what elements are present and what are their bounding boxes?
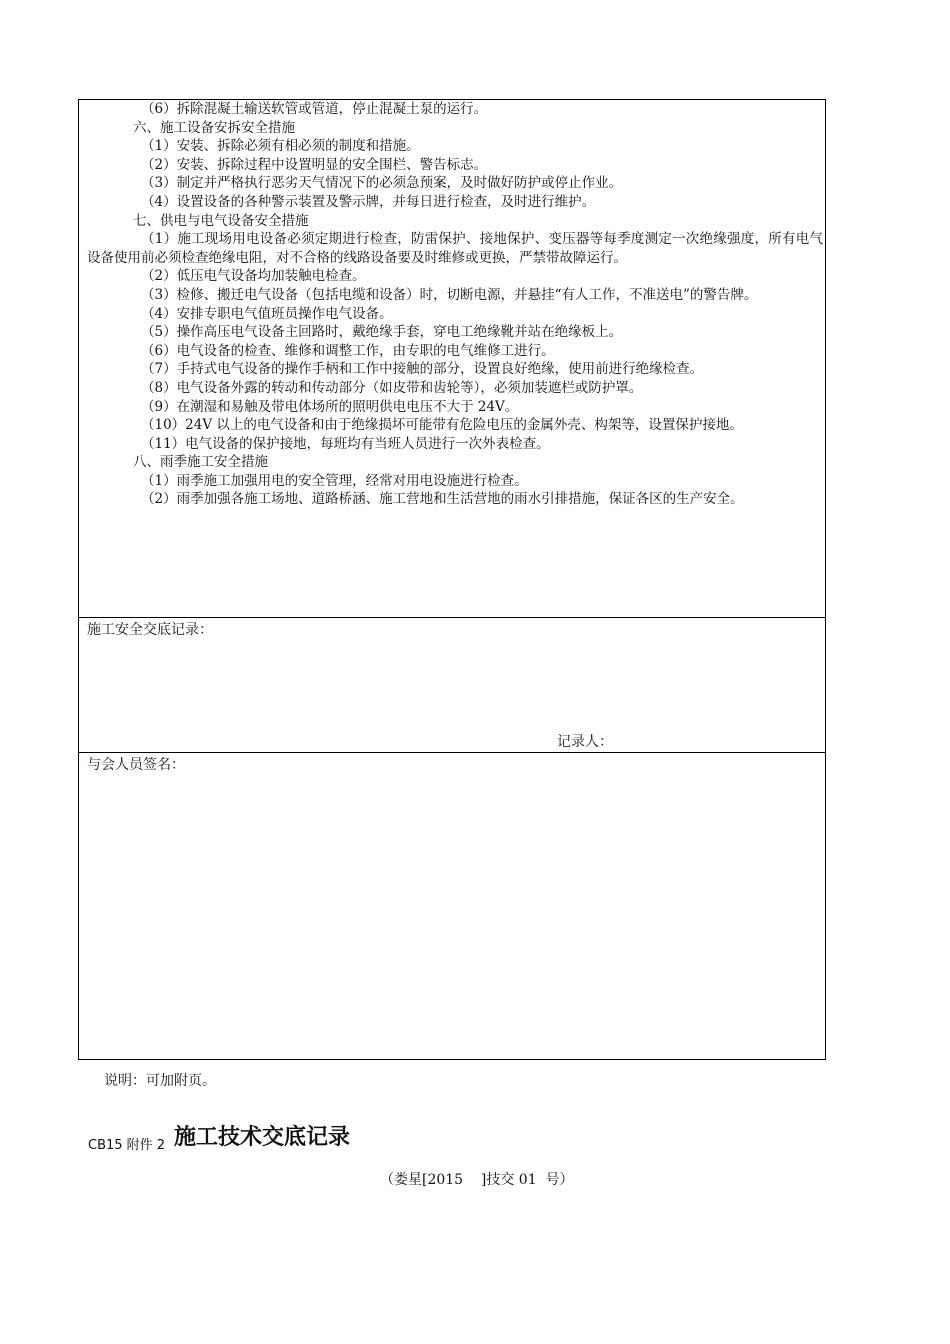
measure-line: （2）低压电气设备均加装触电检查。	[141, 268, 366, 285]
measure-line: （1）雨季施工加强用电的安全管理，经常对用电设施进行检查。	[141, 472, 528, 489]
measure-line: （3）制定并严格执行恶劣天气情况下的必须急预案，及时做好防护或停止作业。	[141, 175, 623, 192]
safety-briefing-record-cell[interactable]	[79, 618, 825, 753]
record-table	[78, 99, 826, 1060]
measure-line: （8）电气设备外露的转动和传动部分（如皮带和齿轮等），必须加装遮栏或防护罩。	[141, 379, 643, 396]
section-heading: 六、施工设备安拆安全措施	[133, 119, 295, 136]
measure-line: （4）安排专职电气值班员操作电气设备。	[141, 305, 393, 322]
section-heading: 七、供电与电气设备安全措施	[133, 212, 309, 229]
measure-line: （7）手持式电气设备的操作手柄和工作中接触的部分，设置良好绝缘，使用前进行绝缘检查。	[141, 361, 704, 378]
measure-line: （5）操作高压电气设备主回路时，戴绝缘手套，穿电工绝缘靴并站在绝缘板上。	[141, 324, 623, 341]
measure-line: （11）电气设备的保护接地，每班均有当班人员进行一次外表检查。	[141, 435, 550, 452]
document-number: （娄星[2015 ]技交 01 号）	[380, 1172, 574, 1188]
measure-line: （6）拆除混凝土输送软管或管道，停止混凝土泵的运行。	[141, 101, 488, 117]
measure-line: （4）设置设备的各种警示装置及警示牌，并每日进行检查，及时进行维护。	[141, 193, 596, 210]
form-code: CB15 附件 2	[88, 1138, 166, 1153]
measure-paragraph: （1）施工现场用电设备必须定期进行检查，防雷保护、接地保护、变压器等每季度测定一次绝缘强度，所有电气设备使用前必须检查绝缘电阻，对不合格的线路设备要及时维修或更换，严禁带故障运行。	[87, 231, 823, 266]
measure-line: （1）安装、拆除必须有相必须的制度和措施。	[141, 138, 420, 155]
measure-line: （9）在潮湿和易触及带电体场所的照明供电电压不大于 24V。	[141, 398, 519, 415]
measure-line: （2）安装、拆除过程中设置明显的安全围栏、警告标志。	[141, 156, 488, 173]
attendee-signature-label: 与会人员签名：	[87, 757, 185, 773]
safety-briefing-record-label: 施工安全交底记录：	[87, 622, 213, 638]
document-title: 施工技术交底记录	[174, 1124, 351, 1150]
measure-paragraph: （3）检修、搬迁电气设备（包括电缆和设备）时，切断电源，并悬挂“有人工作，不准送电”的警告牌。	[141, 286, 758, 303]
section-heading: 八、雨季施工安全措施	[133, 454, 268, 471]
safety-measures-cell	[79, 100, 825, 618]
recorder-label: 记录人：	[557, 734, 613, 750]
attendee-signature-cell[interactable]	[79, 753, 825, 1059]
measure-line: （6）电气设备的检查、维修和调整工作，由专职的电气维修工进行。	[141, 342, 555, 359]
footnote: 说明：可加附页。	[104, 1073, 216, 1089]
measure-paragraph: （10）24V 以上的电气设备和由于绝缘损坏可能带有危险电压的金属外壳、构架等，设置保护接地。	[141, 417, 743, 434]
measure-paragraph: （2）雨季加强各施工场地、道路桥涵、施工营地和生活营地的雨水引排措施，保证各区的生产安全。	[141, 491, 744, 508]
